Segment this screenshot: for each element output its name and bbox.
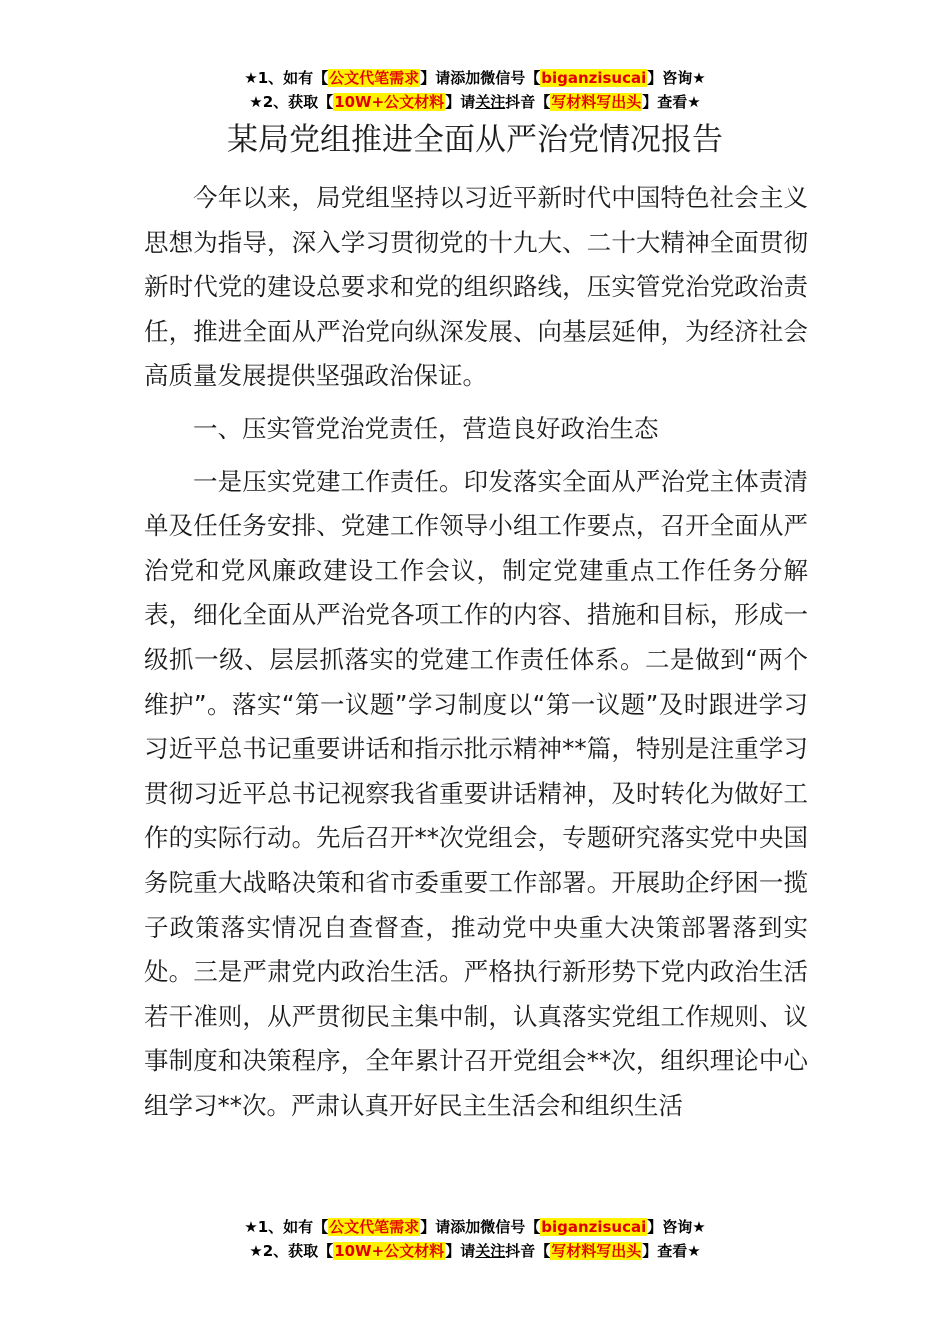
douyin-account-highlight: 写材料写出头	[551, 93, 642, 111]
promo-highlight: 10W+公文材料	[334, 93, 445, 111]
promo-line-2: ★2、获取【10W+公文材料】请关注抖音【写材料写出头】查看★	[249, 1242, 701, 1260]
intro-paragraph: 今年以来，局党组坚持以习近平新时代中国特色社会主义思想为指导，深入学习贯彻党的十九大、二十大精神全面贯彻新时代党的建设总要求和党的组织路线，压实管党治党政治责任，推进全面从严治党向纵深发展、向基层延伸，为经济社会高质量发展提供坚强政治保证。	[144, 183, 808, 391]
document-title: 某局党组推进全面从严治党情况报告	[227, 122, 723, 158]
wechat-id-highlight: biganzisucai	[541, 1218, 647, 1236]
wechat-id-highlight: biganzisucai	[541, 69, 647, 87]
section-heading: 一、压实管党治党责任，营造良好政治生态	[193, 413, 659, 443]
promo-highlight: 10W+公文材料	[334, 1242, 445, 1260]
promo-highlight: 公文代笔需求	[329, 69, 420, 87]
promo-line-1: ★1、如有【公文代笔需求】请添加微信号【biganzisucai】咨询★	[244, 69, 706, 87]
body-paragraph: 一是压实党建工作责任。印发落实全面从严治党主体责清单及任任务安排、党建工作领导小组工作要点，召开全面从严治党和党风廉政建设工作会议，制定党建重点工作任务分解表，细化全面从严治党各项工作的内容、措施和目标，形成一级抓一级、层层抓落实的党建工作责任体系。二是做到“两个维护”。落实“第一议题”学习制度以“第一议题”及时跟进学习习近平总书记重要讲话和指示批示精神**篇，特别是注重学习贯彻习近平总书记视察我省重要讲话精神，及时转化为做好工作的实际行动。先后召开**次党组会，专题研究落实党中央国务院重大战略决策和省市委重要工作部署。开展助企纾困一揽子政策落实情况自查督查，推动党中央重大决策部署落到实处。三是严肃党内政治生活。严格执行新形势下党内政治生活若干准则，从严贯彻民主集中制，认真落实党组工作规则、议事制度和决策程序，全年累计召开党组会**次，组织理论中心组学习**次。严肃认真开好民主生活会和组织生活	[144, 466, 808, 1120]
promo-line-2: ★2、获取【10W+公文材料】请关注抖音【写材料写出头】查看★	[249, 93, 701, 111]
header-promo-banner	[0, 66, 950, 114]
promo-line-1: ★1、如有【公文代笔需求】请添加微信号【biganzisucai】咨询★	[244, 1218, 706, 1236]
promo-highlight: 公文代笔需求	[329, 1218, 420, 1236]
follow-underlined-text: 关注	[475, 93, 506, 111]
douyin-account-highlight: 写材料写出头	[551, 1242, 642, 1260]
footer-promo-banner	[0, 1215, 950, 1263]
document-body	[144, 176, 808, 1128]
follow-underlined-text: 关注	[475, 1242, 506, 1260]
